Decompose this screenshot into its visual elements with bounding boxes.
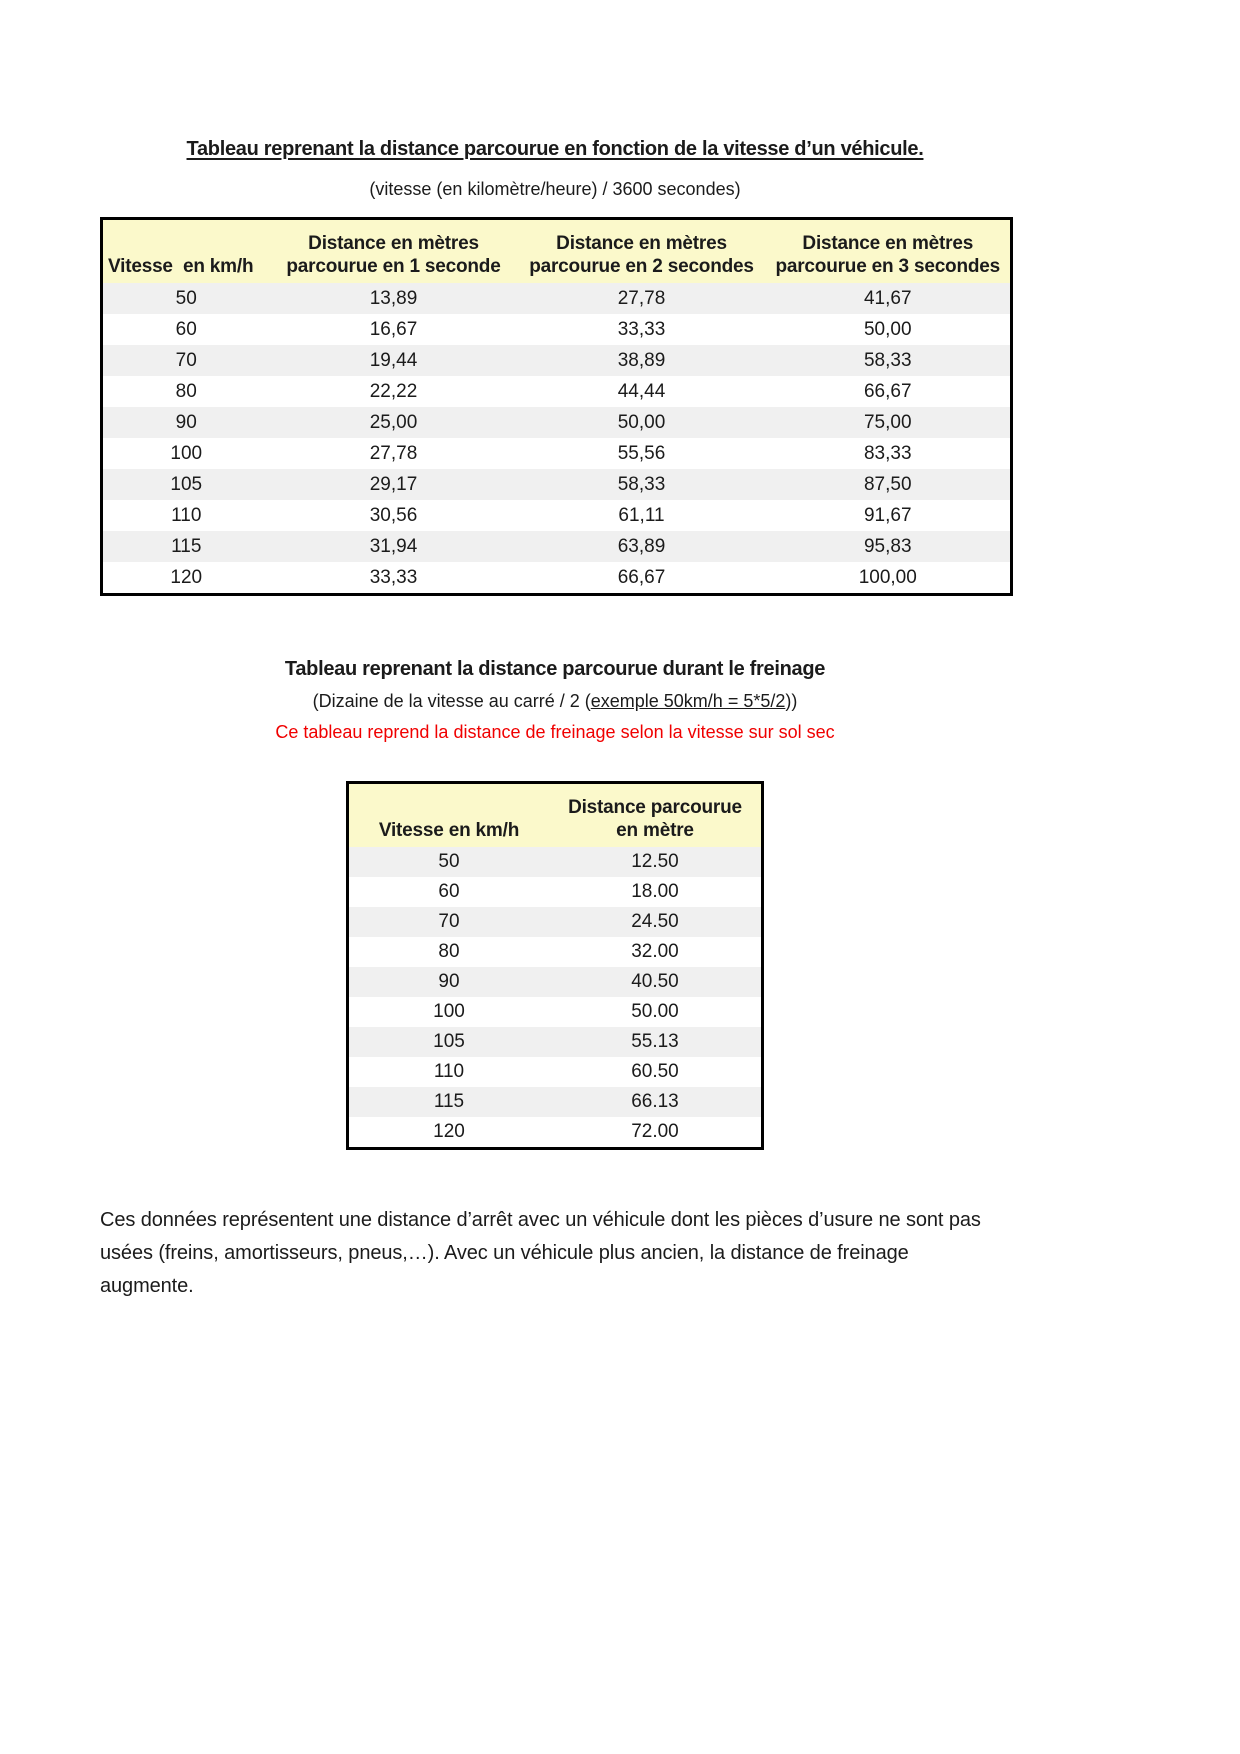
distance-cell: 27,78	[518, 283, 766, 314]
distance-cell: 91,67	[863, 504, 912, 526]
header-line-2: parcourue en 3 secondes	[775, 256, 1001, 277]
speed-cell: 120	[433, 1121, 465, 1142]
distance-cell: 100,00	[858, 566, 917, 588]
speed-cell: 100	[170, 442, 203, 464]
speed-cell: 50	[348, 847, 549, 877]
distance-cell: 50,00	[863, 318, 912, 340]
header-line-1: Distance en mètres	[802, 233, 974, 254]
distance-cell: 66,67	[617, 566, 666, 588]
distance-cell: 50,00	[518, 407, 766, 438]
speed-cell: 90	[102, 407, 270, 438]
formula-prefix: (Dizaine de la vitesse au carré / 2 (	[312, 691, 591, 711]
distance-cell: 18.00	[631, 881, 679, 902]
table-row	[348, 1057, 763, 1087]
distance-cell: 40.50	[549, 967, 763, 997]
speed-distance-table-body	[102, 283, 1012, 595]
distance-cell: 58,33	[518, 469, 766, 500]
formula-example-underlined: exemple 50km/h = 5*5/2	[590, 691, 786, 711]
distance-cell: 31,94	[270, 531, 518, 562]
header-line-1: Distance en mètres	[308, 233, 479, 254]
speed-cell: 70	[348, 907, 549, 937]
header-line-1: Distance en mètres	[556, 233, 727, 254]
distance-cell: 38,89	[518, 345, 766, 376]
speed-distance-table	[100, 217, 1013, 596]
speed-cell: 90	[348, 967, 549, 997]
speed-cell: 110	[171, 504, 202, 526]
dry-road-note: Ce tableau reprend la distance de freinage selon la vitesse sur sol sec	[275, 722, 835, 742]
distance-cell: 41,67	[766, 283, 1012, 314]
table-row	[348, 997, 763, 1027]
speed-distance-table-header	[102, 219, 1012, 284]
speed-cell: 80	[438, 941, 460, 962]
page-title: Tableau reprenant la distance parcourue en fonction de la vitesse d’un véhicule.	[186, 138, 924, 160]
distance-cell: 50.00	[631, 1001, 679, 1022]
distance-cell: 16,67	[369, 318, 418, 340]
distance-cell: 30,56	[369, 504, 418, 526]
distance-cell: 55.13	[549, 1027, 763, 1057]
speed-formula-subtitle: (vitesse (en kilomètre/heure) / 3600 secondes)	[369, 179, 741, 199]
distance-cell: 29,17	[270, 469, 518, 500]
speed-cell: 70	[102, 345, 270, 376]
speed-cell: 115	[102, 531, 270, 562]
braking-table-body	[348, 847, 763, 1149]
distance-cell: 72.00	[631, 1121, 679, 1142]
speed-cell: 105	[102, 469, 270, 500]
speed-cell: 100	[433, 1001, 465, 1022]
distance-cell: 95,83	[766, 531, 1012, 562]
distance-cell: 66,67	[863, 380, 912, 402]
distance-cell: 66.13	[549, 1087, 763, 1117]
speed-cell: 60	[438, 881, 460, 902]
table-row	[102, 531, 1012, 562]
distance-cell: 33,33	[617, 318, 666, 340]
distance-cell: 44,44	[617, 380, 666, 402]
distance-cell: 83,33	[863, 442, 912, 464]
table-row	[348, 937, 763, 967]
table-row	[102, 562, 1012, 595]
table-row	[348, 1087, 763, 1117]
table-row	[102, 376, 1012, 407]
distance-cell: 32.00	[631, 941, 679, 962]
column-header-distance-3s	[766, 219, 1012, 284]
speed-cell: 80	[175, 380, 197, 402]
table-row	[102, 407, 1012, 438]
distance-cell: 33,33	[369, 566, 418, 588]
table-row	[102, 500, 1012, 531]
speed-cell: 110	[433, 1061, 465, 1082]
header-line-1: Distance parcourue	[568, 797, 742, 818]
table-row	[102, 283, 1012, 314]
wear-note-paragraph: Ces données représentent une distance d’arrêt avec un véhicule dont les pièces d’usure ne sont pas usées (freins, amortisseurs, pneus,…). Avec un véhicule plus ancien, la distance de freinage augmente.	[100, 1209, 981, 1297]
column-header-speed: Vitesse en km/h	[348, 783, 549, 848]
column-header-speed: Vitesse en km/h	[102, 219, 270, 284]
speed-cell: 105	[348, 1027, 549, 1057]
braking-section-title: Tableau reprenant la distance parcourue durant le freinage	[284, 658, 826, 680]
distance-cell: 87,50	[766, 469, 1012, 500]
header-line-2: parcourue en 2 secondes	[529, 256, 754, 277]
speed-cell: 115	[348, 1087, 549, 1117]
table-row	[102, 345, 1012, 376]
table-row	[348, 877, 763, 907]
header-line-2: en mètre	[616, 820, 694, 841]
speed-cell: 60	[175, 318, 197, 340]
header-line-2: parcourue en 1 seconde	[286, 256, 501, 277]
document-content	[100, 0, 1010, 1303]
distance-cell: 55,56	[617, 442, 666, 464]
distance-cell: 75,00	[766, 407, 1012, 438]
table-row	[348, 1117, 763, 1149]
table-row	[102, 469, 1012, 500]
distance-cell: 27,78	[369, 442, 418, 464]
distance-cell: 63,89	[518, 531, 766, 562]
distance-cell: 58,33	[766, 345, 1012, 376]
distance-cell: 24.50	[549, 907, 763, 937]
table-row	[102, 314, 1012, 345]
speed-cell: 50	[102, 283, 270, 314]
distance-cell: 12.50	[549, 847, 763, 877]
table-row	[348, 1027, 763, 1057]
column-header-distance-1s	[270, 219, 518, 284]
distance-cell: 13,89	[270, 283, 518, 314]
distance-cell: 22,22	[369, 380, 418, 402]
braking-table-header	[348, 783, 763, 848]
table-row	[348, 907, 763, 937]
distance-cell: 19,44	[270, 345, 518, 376]
table-row	[348, 847, 763, 877]
header-row	[348, 783, 763, 848]
table-row	[102, 438, 1012, 469]
table-row	[348, 967, 763, 997]
distance-cell: 25,00	[270, 407, 518, 438]
distance-cell: 61,11	[618, 504, 665, 526]
distance-cell: 60.50	[631, 1061, 679, 1082]
braking-formula	[100, 691, 1010, 712]
speed-cell: 120	[170, 566, 203, 588]
header-row	[102, 219, 1012, 284]
column-header-distance-2s	[518, 219, 766, 284]
column-header-braking-distance	[549, 783, 763, 848]
braking-distance-table	[346, 781, 764, 1150]
formula-suffix: ))	[785, 691, 798, 711]
